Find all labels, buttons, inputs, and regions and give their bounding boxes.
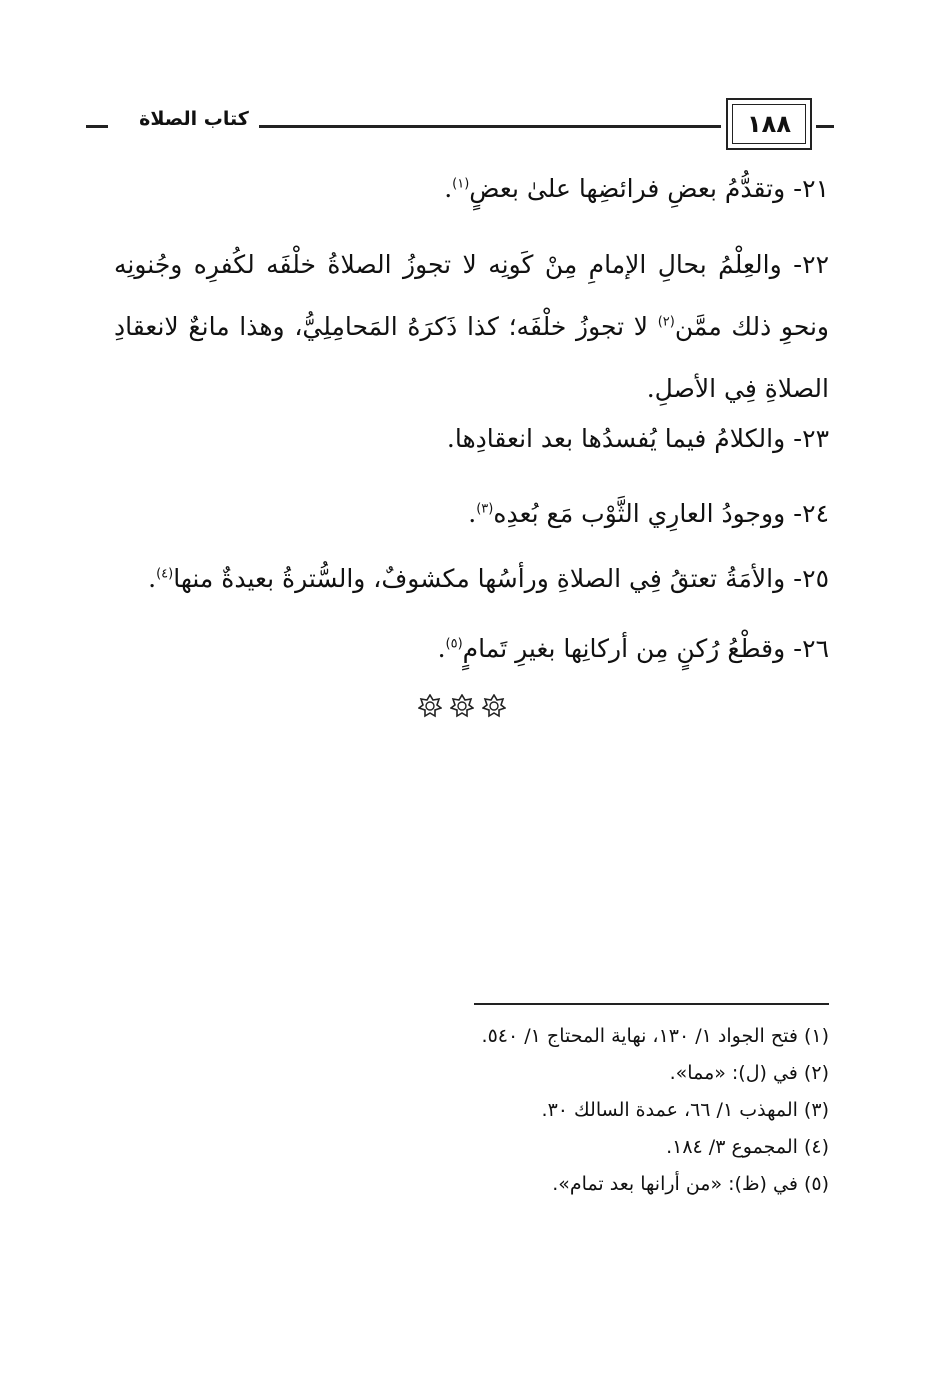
item-22 — [114, 234, 829, 420]
eight-point-star-icon — [418, 694, 442, 718]
footnote-4: (٤) المجموع ٣/ ١٨٤. — [666, 1136, 829, 1158]
item-text: وقطْعُ رُكنٍ مِن أركانِها بغيرِ تَمامٍ — [462, 634, 786, 663]
item-text: ووجودُ العارِي الثَّوْب مَع بُعدِه — [493, 499, 786, 528]
item-number: ٢٥- — [793, 564, 829, 593]
page-number: ١٨٨ — [747, 110, 791, 138]
item-23 — [114, 408, 829, 470]
footnote-ref: (٣) — [476, 501, 494, 517]
header-rule-left — [86, 125, 108, 128]
footnote-2: (٢) في (ل): «مما». — [669, 1062, 829, 1084]
footnote-ref: (٥) — [445, 636, 463, 652]
page-number-box — [726, 98, 812, 150]
item-text: وتقدُّمُ بعضِ فرائضِها علىٰ بعضٍ — [469, 174, 786, 203]
eight-point-star-icon — [482, 694, 506, 718]
item-text: والكلامُ فيما يُفسدُها بعد انعقادِها. — [446, 424, 786, 453]
footnote-1: (١) فتح الجواد ١/ ١٣٠، نهاية المحتاج ١/ ٥٤٠. — [481, 1025, 829, 1047]
header-rule-middle — [259, 125, 721, 128]
section-end-ornaments — [412, 694, 512, 724]
footnote-3: (٣) المهذب ١/ ٦٦، عمدة السالك ٣٠. — [541, 1099, 829, 1121]
footnote-5: (٥) في (ظ): «من أرانها بعد تمام». — [552, 1173, 829, 1195]
eight-point-star-icon — [450, 694, 474, 718]
header-rule-right — [816, 125, 834, 128]
footnote-separator — [474, 1003, 829, 1005]
page-header — [86, 96, 834, 156]
item-number: ٢٤- — [793, 499, 829, 528]
running-title: كتاب الصلاة — [139, 108, 249, 130]
footnote-ref: (٢) — [657, 314, 675, 330]
item-text: والعِلْمُ بحالِ الإمامِ مِنْ كَونِه لا تجوزُ الصلاةُ خلْفَه لكُفرِه وجُنونِه ونحوِ ذلك ممَّن — [114, 250, 829, 341]
item-number: ٢١- — [793, 174, 829, 203]
item-number: ٢٢- — [793, 250, 829, 279]
footnote-ref: (١) — [452, 176, 470, 192]
item-number: ٢٦- — [793, 634, 829, 663]
item-26: ٢٦- وقطْعُ رُكنٍ مِن أركانِها بغيرِ تَمامٍ$^{(٥)}$. — [437, 634, 829, 663]
item-number: ٢٣- — [793, 424, 829, 453]
item-21: ٢١- وتقدُّمُ بعضِ فرائضِها علىٰ بعضٍ$^{(١)}$. — [444, 174, 829, 203]
item-25: ٢٥- والأمَةُ تعتقُ فِي الصلاةِ ورأسُها مكشوفٌ، والسُّترةُ بعيدةٌ منها$^{(٤)}$. — [148, 564, 829, 593]
item-text: والأمَةُ تعتقُ فِي الصلاةِ ورأسُها مكشوفٌ، والسُّترةُ بعيدةٌ منها — [173, 564, 786, 593]
item-text-continued: لا تجوزُ خلْفَه؛ كذا ذَكرَهُ المَحامِلِيُّ، وهذا مانعٌ لانعقادِ الصلاةِ فِي الأصلِ. — [114, 312, 829, 403]
footnotes — [129, 1018, 829, 1203]
footnote-ref: (٤) — [156, 566, 174, 582]
item-24: ٢٤- ووجودُ العارِي الثَّوْب مَع بُعدِه$^{(٣)}$. — [468, 499, 829, 528]
